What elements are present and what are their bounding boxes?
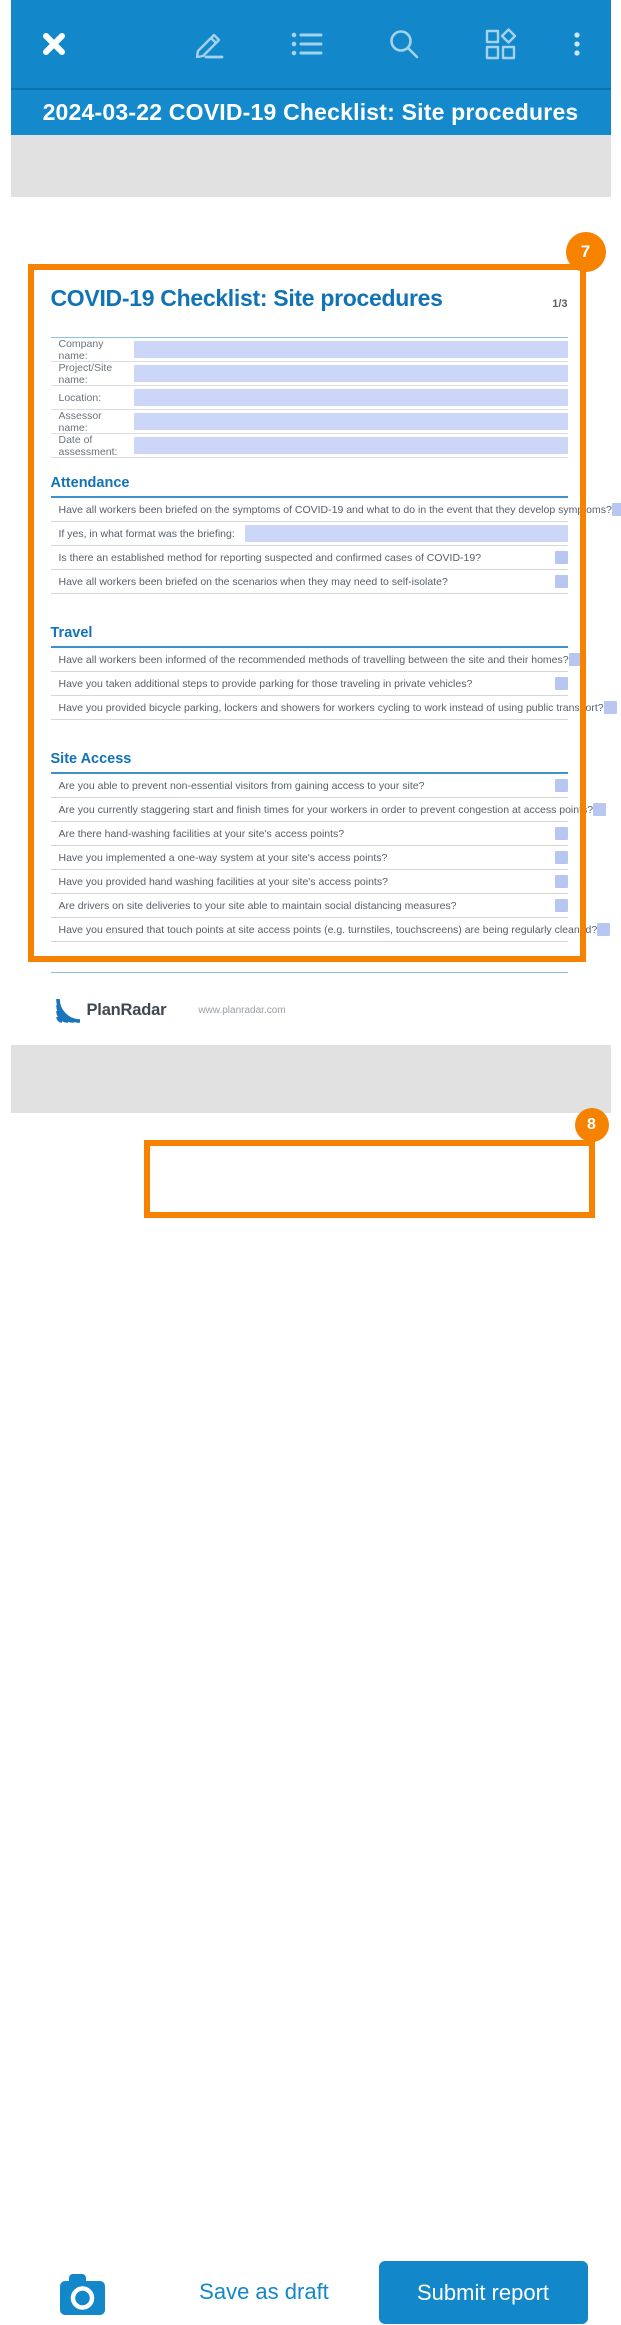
field-label: Assessor name: [58,409,102,434]
background-top [11,135,611,197]
question-row [51,918,598,942]
question-row [51,672,568,696]
form-section [50,625,604,720]
question-text: Have all workers been briefed on the symptoms of COVID-19 and what to do in the event that they develop symptoms? [58,503,612,516]
bottom-action-bar [11,1113,611,2305]
question-row [51,570,568,594]
question-row [51,648,568,672]
search-icon[interactable] [385,26,421,62]
question-checkbox[interactable] [555,851,568,864]
question-checkbox[interactable] [604,701,617,714]
question-row [51,822,568,846]
question-checkbox[interactable] [555,827,568,840]
question-text: Are there hand-washing facilities at your site's access points? [58,827,345,840]
question-row [51,798,594,822]
question-checkbox[interactable] [555,677,568,690]
camera-icon[interactable] [59,2273,106,2317]
planradar-logo-icon [56,997,82,1023]
question-row [51,498,612,522]
question-text: Have you implemented a one-way system at your site's access points? [58,851,388,864]
document-page [11,197,611,1045]
section-title: Travel [51,625,568,648]
question-row [51,774,568,798]
footer-divider [51,972,568,973]
submit-report-label: Submit report [416,2279,550,2305]
question-checkbox[interactable] [555,875,568,888]
save-draft-label: Save as draft [199,2279,329,2304]
question-checkbox[interactable] [555,899,568,912]
question-text: Have you taken additional steps to provide parking for those traveling in private vehicles? [58,677,473,690]
field-row [51,338,568,362]
question-row [51,696,604,720]
question-checkbox[interactable] [593,803,606,816]
brand-row [56,997,286,1023]
question-row [51,846,568,870]
question-checkbox[interactable] [555,779,568,792]
question-text: Have you provided bicycle parking, lockers and showers for workers cycling to work instead of using public transport? [58,701,604,714]
annotation-badge-7: 7 [566,232,606,272]
field-row [51,386,568,410]
field-input[interactable] [134,365,568,382]
field-label: Date of assessment: [58,433,118,458]
question-text: Have you ensured that touch points at site access points (e.g. turnstiles, touchscreens) are being regularly cleaned? [58,923,598,936]
section-title: Site Access [51,751,568,774]
question-row [51,870,568,894]
question-row [51,894,568,918]
more-icon[interactable] [559,26,595,62]
brand-name: PlanRadar [86,1000,167,1019]
form-section [50,475,612,594]
question-checkbox[interactable] [597,923,610,936]
app-screen [11,0,612,2305]
question-text: Are you currently staggering start and finish times for your workers in order to prevent congestion at access points? [58,803,594,816]
question-checkbox[interactable] [555,551,568,564]
question-text: Have all workers been informed of the recommended methods of travelling between the site and their homes? [58,653,569,666]
question-input[interactable] [245,525,568,542]
field-row [51,362,568,386]
field-row [51,434,568,458]
annotation-badge-8: 8 [575,1108,609,1142]
question-row [51,546,568,570]
question-checkbox[interactable] [569,653,582,666]
question-text: Are you able to prevent non-essential visitors from gaining access to your site? [58,779,425,792]
section-rows [51,774,598,942]
question-text: Is there an established method for reporting suspected and confirmed cases of COVID-19? [58,551,482,564]
list-icon[interactable] [288,26,324,62]
field-input[interactable] [134,389,568,406]
report-title: 2024-03-22 COVID-19 Checklist: Site procedures [42,99,579,125]
background-bottom [11,1045,611,1113]
question-text: Are drivers on site deliveries to your site able to maintain social distancing measures? [58,899,457,912]
question-text: Have you provided hand washing facilities at your site's access points? [58,875,388,888]
field-label: Company name: [58,337,104,362]
question-text: Have all workers been briefed on the scenarios when they may need to self-isolate? [58,575,448,588]
question-checkbox[interactable] [612,503,621,516]
layout-icon[interactable] [482,26,518,62]
question-row [51,522,568,546]
document-content [50,280,612,942]
edit-icon[interactable] [191,26,227,62]
field-input[interactable] [134,341,568,358]
question-checkbox[interactable] [555,575,568,588]
field-input[interactable] [134,413,568,430]
submit-report-button[interactable] [379,2261,588,2324]
section-title: Attendance [51,475,568,498]
save-draft-button[interactable] [150,2259,379,2325]
section-rows [51,498,612,594]
brand-url: www.planradar.com [198,1004,286,1016]
close-icon[interactable] [36,26,72,62]
fields-table [51,337,568,458]
field-input[interactable] [134,437,568,454]
document-title: COVID-19 Checklist: Site procedures [50,285,443,311]
app-bar [11,0,611,88]
field-label: Location: [58,391,102,404]
field-row [51,410,568,434]
field-label: Project/Site name: [58,361,113,386]
title-bar [11,88,611,135]
page-indicator: 1/3 [552,298,568,310]
question-text: If yes, in what format was the briefing: [58,527,235,540]
sections [50,475,612,942]
form-section [50,751,598,942]
section-rows [51,648,604,720]
